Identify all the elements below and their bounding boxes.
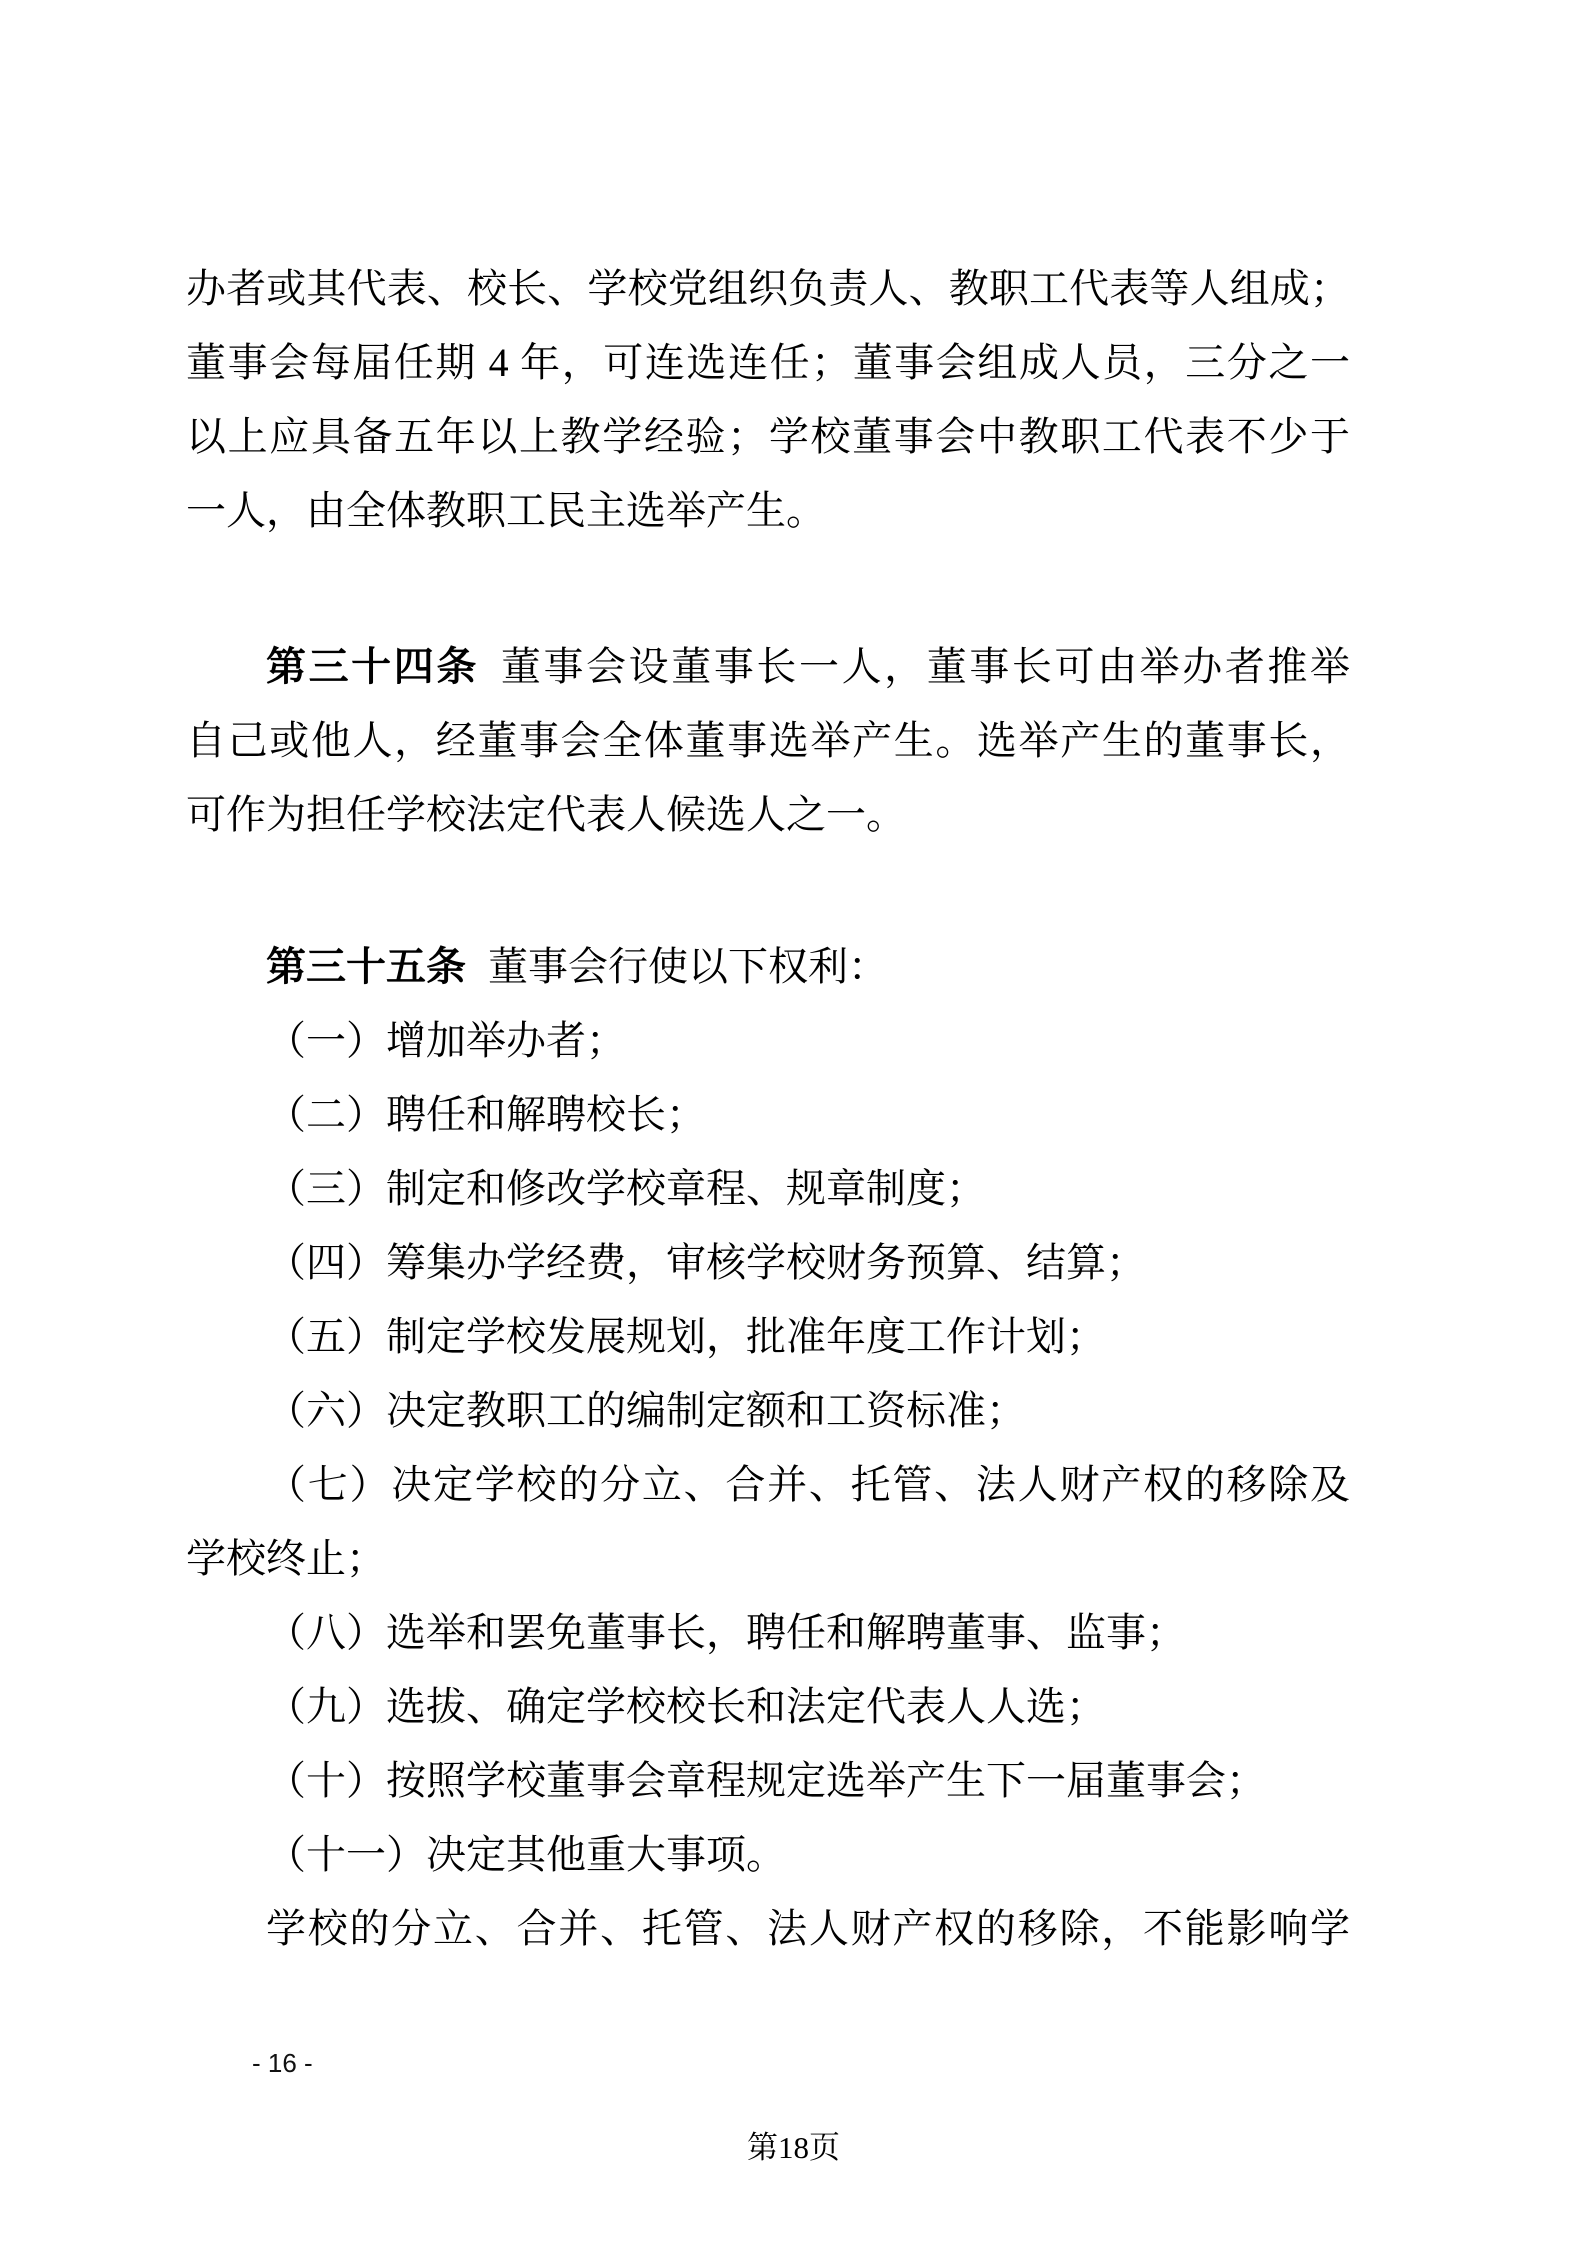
footer-page-number: - 16 - [252,2048,313,2078]
body-text [186,252,1350,1966]
text-line [186,930,1350,1004]
text-line: 一人，由全体教职工民主选举产生。 [186,488,826,533]
article-term: 第三十四条 [266,644,479,689]
list-line: （三）制定和修改学校章程、规章制度； [266,1166,986,1211]
list-line: （八）选举和罢免董事长，聘任和解聘董事、监事； [266,1610,1186,1655]
list-line: （四）筹集办学经费，审核学校财务预算、结算； [266,1240,1146,1285]
list-line: （六）决定教职工的编制定额和工资标准； [266,1388,1026,1433]
list-line: （二）聘任和解聘校长； [266,1092,706,1137]
text-line: 学校的分立、合并、托管、法人财产权的移除，不能影响学 [266,1906,1350,1951]
article-text: 董事会行使以下权利： [488,944,888,989]
text-line: 自己或他人，经董事会全体董事选举产生。选举产生的董事长， [186,718,1350,763]
list-line: （十一）决定其他重大事项。 [266,1832,786,1877]
text-line [186,630,1350,704]
text-line: 董事会每届任期 4 年，可连选连任；董事会组成人员，三分之一 [186,340,1350,385]
article-text: 董事会设董事长一人，董事长可由举办者推举 [500,644,1351,689]
list-line: （五）制定学校发展规划，批准年度工作计划； [266,1314,1106,1359]
article-35-paragraph [186,930,1350,1966]
viewer-page-label: 第18页 [747,2130,840,2165]
text-line: 以上应具备五年以上教学经验；学校董事会中教职工代表不少于 [186,414,1350,459]
list-line: （九）选拔、确定学校校长和法定代表人人选； [266,1684,1106,1729]
article-34-paragraph [186,630,1350,852]
paragraph-continuation [186,252,1350,548]
list-line: （一）增加举办者； [266,1018,626,1063]
text-line: 办者或其代表、校长、学校党组织负责人、教职工代表等人组成； [186,266,1350,311]
list-line: （七）决定学校的分立、合并、托管、法人财产权的移除及 [266,1462,1350,1507]
article-term: 第三十五条 [266,944,466,989]
text-line: 可作为担任学校法定代表人候选人之一。 [186,792,906,837]
list-line-continuation: 学校终止； [186,1536,386,1581]
list-line: （十）按照学校董事会章程规定选举产生下一届董事会； [266,1758,1266,1803]
